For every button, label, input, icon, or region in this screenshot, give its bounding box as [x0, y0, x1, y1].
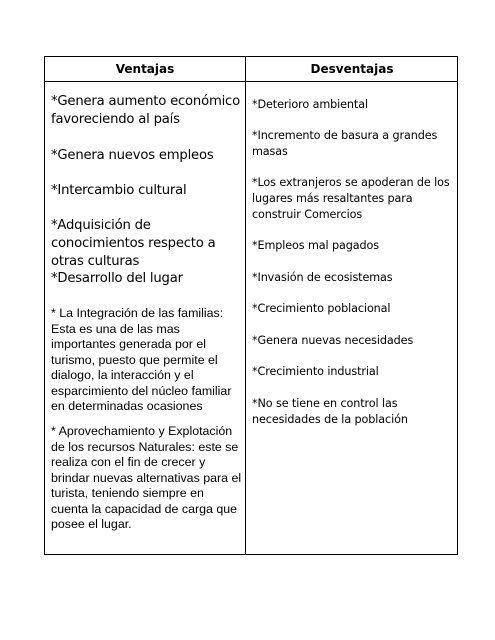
desventaja-item: *Los extranjeros se apoderan de los lugares más resaltantes para construir Comercios	[252, 176, 450, 221]
desventajas-column	[252, 81, 452, 554]
desventaja-item: *Incremento de basura a grandes masas	[252, 129, 438, 158]
ventajas-column	[51, 81, 243, 554]
desventaja-item: *No se tiene en control las necesidades de la población	[252, 397, 408, 426]
advantages-disadvantages-table	[44, 56, 458, 555]
column-divider	[245, 57, 246, 554]
ventaja-item: *Adquisición de conocimientos respecto a otras culturas	[51, 218, 216, 269]
desventaja-item: *Genera nuevas necesidades	[252, 334, 414, 347]
desventaja-item: *Crecimiento poblacional	[252, 302, 391, 315]
ventaja-item: *Genera aumento económico favoreciendo al país	[51, 94, 240, 127]
ventaja-item: * La Integración de las familias: Esta es una de las mas importantes generada por el turismo, puesto que permite el dialogo, la interacción y el esparcimiento del núcleo familiar en determinadas ocasiones	[51, 306, 232, 413]
ventaja-item: * Aprovechamiento y Explotación de los recursos Naturales: este se realiza con el fin de crecer y brindar nuevas alternativas para el turista, teniendo siempre en cuenta la capacidad de carga que posee el lugar.	[51, 424, 242, 531]
header-desventajas: Desventajas	[310, 62, 394, 76]
desventaja-item: *Deterioro ambiental	[252, 98, 368, 111]
ventaja-item: *Genera nuevos empleos	[51, 148, 214, 163]
header-ventajas: Ventajas	[115, 62, 175, 76]
ventaja-item: *Intercambio cultural	[51, 183, 187, 198]
desventaja-item: *Empleos mal pagados	[252, 239, 379, 252]
desventaja-item: *Crecimiento industrial	[252, 365, 379, 378]
desventaja-item: *Invasión de ecosistemas	[252, 271, 393, 284]
ventaja-item: *Desarrollo del lugar	[51, 271, 183, 286]
